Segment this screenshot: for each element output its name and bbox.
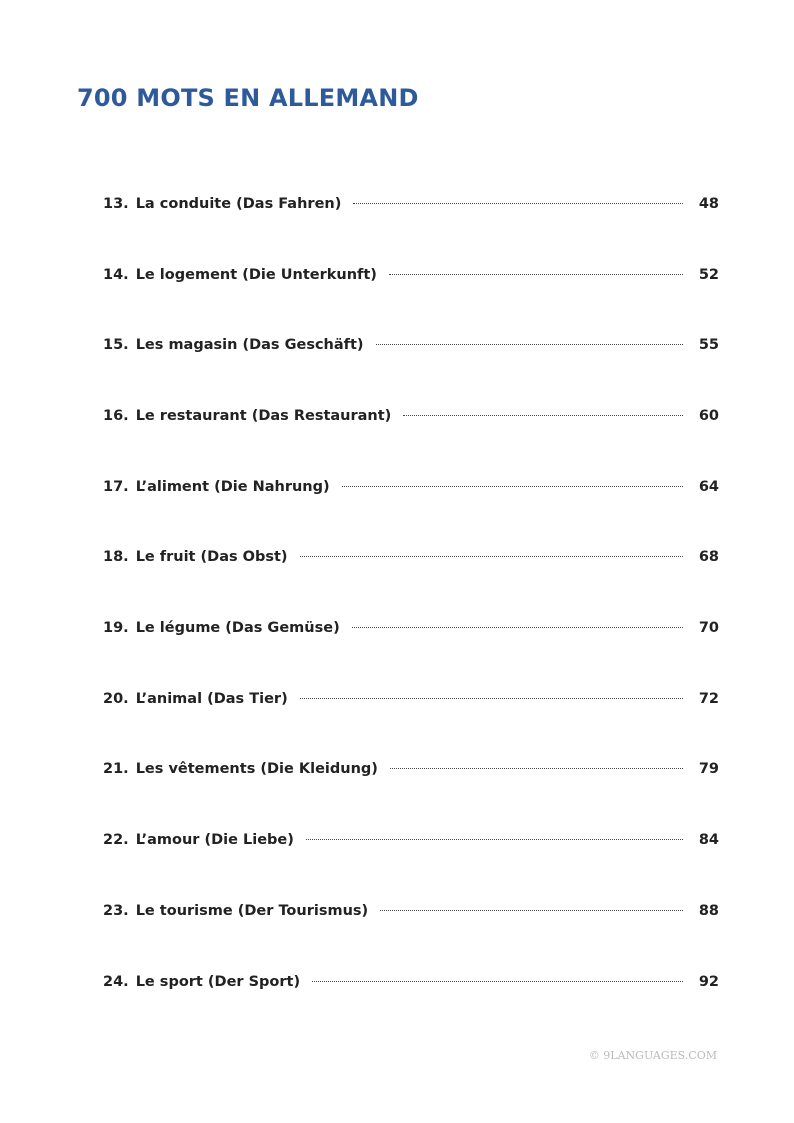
- dot-leader: [312, 981, 683, 982]
- dot-leader: [403, 415, 682, 416]
- page-title: 700 MOTS EN ALLEMAND: [77, 84, 419, 112]
- toc-entry[interactable]: [103, 687, 719, 711]
- dot-leader: [390, 768, 683, 769]
- dot-leader: [342, 486, 683, 487]
- dot-leader: [300, 698, 683, 699]
- copyright-watermark: © 9LANGUAGES.COM: [588, 1049, 717, 1062]
- toc-entry-label: Le fruit (Das Obst): [135, 549, 288, 565]
- toc-entry-page: 55: [698, 337, 719, 353]
- toc-entry-label: Les magasin (Das Geschäft): [135, 337, 364, 353]
- toc-entry[interactable]: [103, 970, 719, 994]
- toc-entry-page: 70: [698, 620, 719, 636]
- toc-entry-page: 88: [698, 903, 719, 919]
- toc-entry-label: Le tourisme (Der Tourismus): [135, 903, 369, 919]
- toc-entry-label: La conduite (Das Fahren): [135, 196, 342, 212]
- toc-entry-number: 23.: [103, 903, 129, 919]
- toc-entry-number: 14.: [103, 267, 129, 283]
- dot-leader: [380, 910, 683, 911]
- toc-entry[interactable]: [103, 475, 719, 499]
- toc-entry-label: L’animal (Das Tier): [135, 691, 288, 707]
- toc-entry-label: Le logement (Die Unterkunft): [135, 267, 377, 283]
- toc-entry-number: 17.: [103, 479, 129, 495]
- toc-entry-page: 52: [698, 267, 719, 283]
- toc-entry[interactable]: [103, 192, 719, 216]
- toc-entry-number: 21.: [103, 761, 129, 777]
- toc-entry-number: 19.: [103, 620, 129, 636]
- toc-entry-page: 64: [698, 479, 719, 495]
- toc-entry-number: 24.: [103, 974, 129, 990]
- toc-entry-page: 68: [698, 549, 719, 565]
- toc-entry-number: 16.: [103, 408, 129, 424]
- toc-entry-label: Les vêtements (Die Kleidung): [135, 761, 378, 777]
- dot-leader: [353, 203, 682, 204]
- toc-entry-number: 20.: [103, 691, 129, 707]
- toc-entry-number: 18.: [103, 549, 129, 565]
- toc-entry[interactable]: [103, 263, 719, 287]
- toc-entry-page: 92: [698, 974, 719, 990]
- toc-entry-number: 22.: [103, 832, 129, 848]
- toc-entry[interactable]: [103, 899, 719, 923]
- toc-entry-page: 72: [698, 691, 719, 707]
- dot-leader: [376, 344, 683, 345]
- dot-leader: [389, 274, 683, 275]
- toc-entry[interactable]: [103, 333, 719, 357]
- toc-entry-page: 79: [698, 761, 719, 777]
- toc-entry-label: Le restaurant (Das Restaurant): [135, 408, 392, 424]
- toc-entry-number: 13.: [103, 196, 129, 212]
- toc-entry-label: L’amour (Die Liebe): [135, 832, 294, 848]
- dot-leader: [352, 627, 683, 628]
- toc-entry-label: Le sport (Der Sport): [135, 974, 301, 990]
- toc-entry-number: 15.: [103, 337, 129, 353]
- toc-entry-label: L’aliment (Die Nahrung): [135, 479, 330, 495]
- dot-leader: [306, 839, 683, 840]
- toc-entry[interactable]: [103, 545, 719, 569]
- toc-entry[interactable]: [103, 404, 719, 428]
- toc-entry-page: 84: [698, 832, 719, 848]
- toc-entry-page: 48: [698, 196, 719, 212]
- toc-entry-page: 60: [698, 408, 719, 424]
- toc-entry[interactable]: [103, 757, 719, 781]
- dot-leader: [300, 556, 683, 557]
- toc-entry-label: Le légume (Das Gemüse): [135, 620, 340, 636]
- toc-entry[interactable]: [103, 828, 719, 852]
- toc-entry[interactable]: [103, 616, 719, 640]
